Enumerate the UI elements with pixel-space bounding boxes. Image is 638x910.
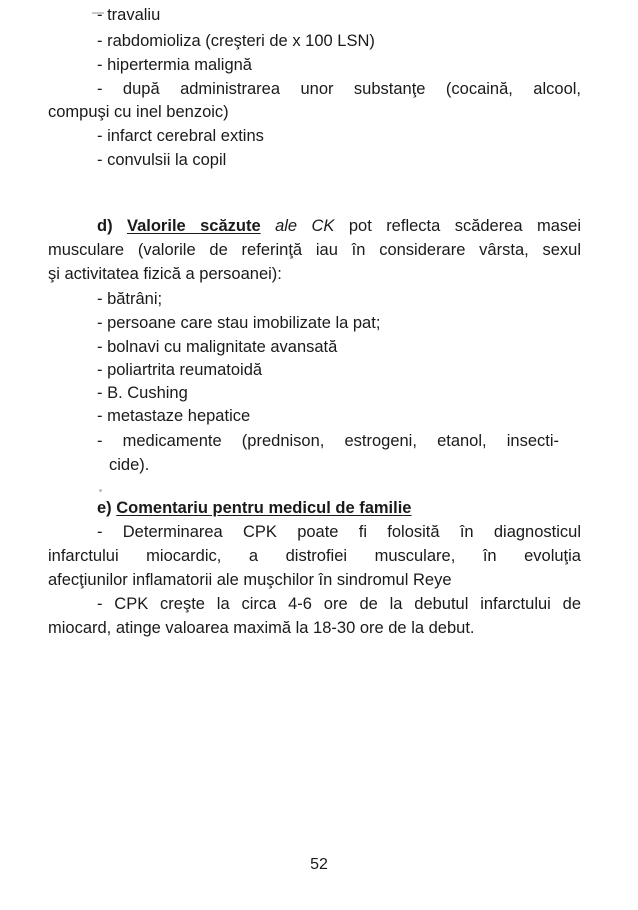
section-d-letter: d) (97, 217, 113, 235)
scan-artifact (99, 489, 102, 492)
section-d-first-line (97, 216, 581, 236)
list-item-continuation: compuşi cu inel benzoic) (48, 103, 229, 121)
section-e-letter: e) (97, 499, 112, 517)
list-item: - persoane care stau imobilizate la pat; (97, 314, 381, 332)
section-e-paragraph-line: - CPK creşte la circa 4-6 ore de la debutul infarctului de (97, 595, 581, 613)
section-e-paragraph-line: miocard, atinge valoarea maximă la 18-30 ore de la debut. (48, 619, 475, 637)
list-item: - după administrarea unor substanţe (cocaină, alcool, (97, 80, 581, 98)
list-item: - infarct cerebral extins (97, 127, 264, 145)
section-e-paragraph-line: - Determinarea CPK poate fi folosită în diagnosticul (97, 523, 581, 541)
list-item: - B. Cushing (97, 384, 188, 402)
section-e-paragraph-line: afecţiunilor inflamatorii ale muşchilor în sindromul Reye (48, 571, 452, 589)
list-item: - metastaze hepatice (97, 407, 251, 425)
list-item: - convulsii la copil (97, 151, 227, 169)
section-e-heading-line (97, 498, 412, 518)
section-d-line1-rest: pot reflecta scăderea masei (348, 217, 581, 235)
section-e-paragraph-line: infarctului miocardic, a distrofiei musculare, în evoluţia (48, 547, 581, 565)
section-d-paragraph-line: musculare (valorile de referinţă iau în considerare vârsta, sexul (48, 241, 581, 259)
page-number: 52 (310, 856, 328, 873)
list-item: - travaliu (97, 6, 161, 24)
section-d-heading-italic: ale CK (275, 217, 335, 235)
list-item: - rabdomioliza (creşteri de x 100 LSN) (97, 32, 375, 50)
list-item: - bătrâni; (97, 290, 163, 308)
list-item: - poliartrita reumatoidă (97, 361, 263, 379)
list-item: - hipertermia malignă (97, 56, 252, 74)
list-item-continuation: cide). (109, 456, 150, 474)
section-e-heading: Comentariu pentru medicul de familie (116, 499, 412, 517)
list-item: - bolnavi cu malignitate avansată (97, 338, 338, 356)
list-item: - medicamente (prednison, estrogeni, etanol, insecti- (97, 432, 559, 450)
section-d-heading: Valorile scăzute (127, 217, 261, 235)
section-d-paragraph-line: şi activitatea fizică a persoanei): (48, 265, 282, 283)
